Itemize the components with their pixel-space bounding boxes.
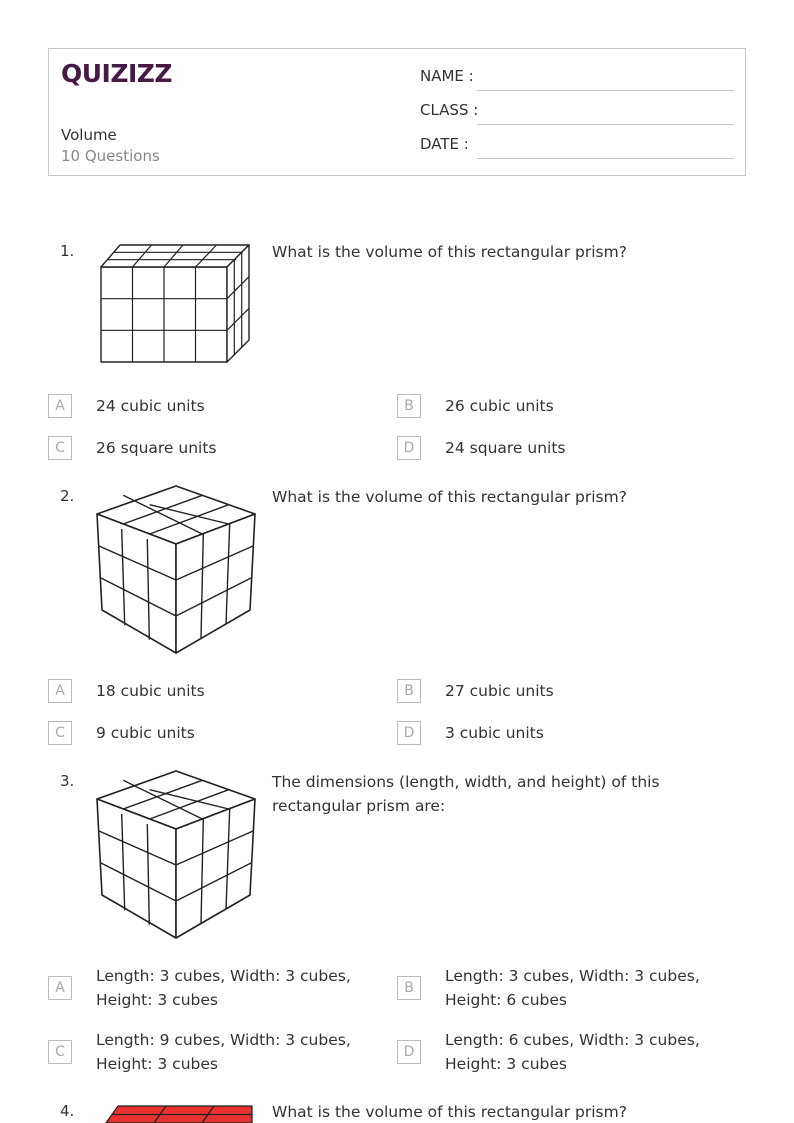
question-number: 2. [60,487,75,505]
question-text: What is the volume of this rectangular prism? [272,243,627,261]
option-text: 26 square units [96,439,217,457]
option-text: 26 cubic units [445,397,554,415]
option-letter[interactable]: D [397,721,421,745]
question-count: 10 Questions [61,147,160,165]
question-number: 1. [60,242,75,260]
option-d[interactable] [397,1028,742,1076]
option-letter[interactable]: C [48,436,72,460]
option-text: 24 cubic units [96,397,205,415]
option-letter[interactable]: B [397,976,421,1000]
question-text: What is the volume of this rectangular prism? [272,488,627,506]
worksheet-header [48,48,746,176]
option-letter[interactable]: C [48,1040,72,1064]
option-text: Length: 3 cubes, Width: 3 cubes, Height: 6 cubes [445,967,700,1009]
option-text: 18 cubic units [96,682,205,700]
option-letter[interactable]: B [397,679,421,703]
option-letter[interactable]: C [48,721,72,745]
class-field[interactable] [420,101,734,125]
cube-image [94,769,258,941]
option-letter[interactable]: D [397,436,421,460]
worksheet-title: Volume [61,126,117,144]
class-label: CLASS : [420,101,479,119]
quizizz-logo: QUIZIZZ [61,59,173,88]
name-field[interactable] [420,67,734,91]
cube-image [94,484,258,656]
option-letter[interactable]: A [48,394,72,418]
rectangular-prism-image [98,243,254,365]
date-field[interactable] [420,135,734,159]
question-number: 3. [60,772,75,790]
option-letter[interactable]: B [397,394,421,418]
option-letter[interactable]: D [397,1040,421,1064]
question-text: What is the volume of this rectangular prism? [272,1103,627,1121]
name-label: NAME : [420,67,474,85]
option-text: 3 cubic units [445,724,544,742]
name-line[interactable] [477,90,734,91]
option-b[interactable] [397,964,742,1012]
option-text: 27 cubic units [445,682,554,700]
option-text: Length: 6 cubes, Width: 3 cubes, Height: 3 cubes [445,1031,700,1073]
class-line[interactable] [477,124,734,125]
option-text: Length: 9 cubes, Width: 3 cubes, Height: 3 cubes [96,1031,351,1073]
question-text: The dimensions (length, width, and height) of this rectangular prism are: [272,773,660,815]
option-c[interactable] [48,1028,393,1076]
date-label: DATE : [420,135,469,153]
colored-prism-image [104,1104,256,1123]
option-text: 24 square units [445,439,566,457]
question-number: 4. [60,1102,75,1120]
option-letter[interactable]: A [48,679,72,703]
date-line[interactable] [477,158,734,159]
option-text: 9 cubic units [96,724,195,742]
option-letter[interactable]: A [48,976,72,1000]
option-text: Length: 3 cubes, Width: 3 cubes, Height: 3 cubes [96,967,351,1009]
option-a[interactable] [48,964,393,1012]
